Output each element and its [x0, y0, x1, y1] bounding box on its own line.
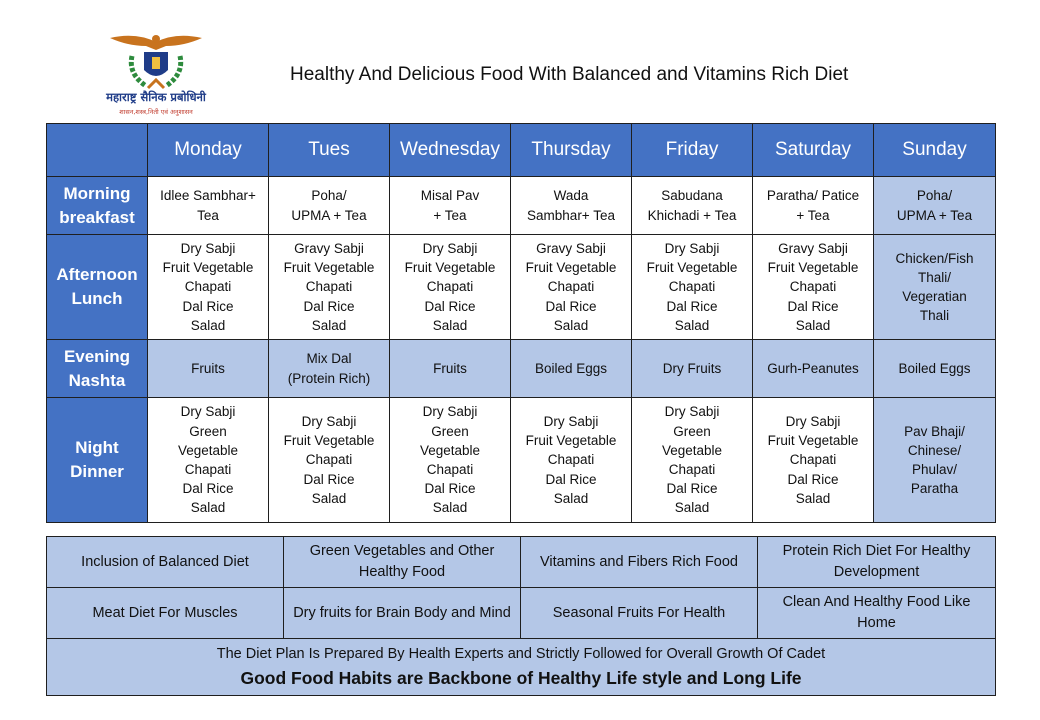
meal-item: Paratha/ Patice [766, 188, 860, 204]
meal-cell [390, 177, 511, 235]
meal-item: Boiled Eggs [534, 360, 608, 376]
meal-item: Vegetable [177, 442, 239, 458]
meal-cell [269, 177, 390, 235]
meal-cell [874, 235, 996, 340]
meal-label-line: Evening [63, 346, 131, 366]
meal-item: UPMA + Tea [896, 207, 973, 223]
meal-item: Salad [190, 500, 226, 516]
day-header: Wednesday [390, 124, 511, 177]
meal-item: + Tea [433, 207, 467, 223]
meal-item: Gravy Sabji [294, 240, 364, 256]
meal-item: Chinese/ [907, 442, 962, 458]
meal-item: Salad [795, 317, 831, 333]
meal-cell [753, 398, 874, 523]
meal-cell [269, 340, 390, 398]
meal-item: Fruit Vegetable [162, 260, 254, 276]
footer-cell [47, 639, 996, 696]
meal-cell [753, 235, 874, 340]
day-header: Sunday [874, 124, 996, 177]
meal-item: Dry Sabji [664, 404, 720, 420]
meal-cell [632, 398, 753, 523]
meal-cell [753, 340, 874, 398]
meal-item: Salad [553, 317, 589, 333]
meal-item: Salad [432, 500, 468, 516]
meal-item: Chapati [426, 279, 474, 295]
meal-item: Fruit Vegetable [404, 260, 496, 276]
logo-tagline: शासन,शस्त्र,निती एवं अनुशासन [119, 108, 193, 116]
meal-row-breakfast [47, 177, 996, 235]
meal-item: Fruit Vegetable [283, 433, 375, 449]
meal-cell [511, 235, 632, 340]
footer-row [47, 639, 996, 696]
meal-item: Dry Sabji [785, 413, 841, 429]
meal-item: Sambhar+ Tea [527, 207, 615, 223]
day-header: Saturday [753, 124, 874, 177]
meal-item: Dal Rice [424, 298, 476, 314]
logo-name: महाराष्ट्र सैनिक प्रबोधिनी [106, 90, 206, 104]
meal-item: Dal Rice [666, 298, 718, 314]
principle-cell: Inclusion of Balanced Diet [47, 537, 284, 588]
meal-cell [632, 340, 753, 398]
meal-cell [874, 177, 996, 235]
emblem-icon [106, 30, 206, 92]
meal-item: Fruit Vegetable [646, 260, 738, 276]
day-header: Thursday [511, 124, 632, 177]
meal-item: Dry Sabji [301, 413, 357, 429]
meal-item: Dal Rice [787, 298, 839, 314]
meal-cell [753, 177, 874, 235]
meal-item: Dry Sabji [180, 240, 236, 256]
principle-cell: Vitamins and Fibers Rich Food [521, 537, 758, 588]
footer-note: The Diet Plan Is Prepared By Health Experts and Strictly Followed for Overall Growth Of Cadet [216, 646, 826, 662]
meal-item: Dal Rice [787, 471, 839, 487]
principle-cell: Clean And Healthy Food Like Home [758, 588, 996, 639]
meal-item: Gravy Sabji [778, 240, 848, 256]
meal-item: Chapati [668, 462, 716, 477]
meal-item: Dal Rice [303, 471, 355, 487]
meal-cell [874, 340, 996, 398]
meal-item: Chapati [184, 462, 232, 477]
meal-item: (Protein Rich) [287, 370, 371, 386]
principle-cell: Protein Rich Diet For Healthy Development [758, 537, 996, 588]
meal-item: Wada [553, 188, 589, 204]
meal-item: Dal Rice [545, 298, 597, 314]
meal-cell [148, 235, 269, 340]
meal-item: Dry Sabji [664, 240, 720, 256]
meal-item: Poha/ [311, 188, 347, 204]
meal-label-line: Lunch [71, 289, 123, 308]
meal-item: Thali [919, 308, 950, 324]
meal-item: Mix Dal [306, 351, 352, 367]
meal-item: + Tea [796, 207, 830, 223]
principles-row [47, 537, 996, 588]
meal-item: Salad [432, 317, 468, 333]
meal-item: Green [673, 423, 711, 439]
meal-item: Khichadi + Tea [647, 207, 737, 223]
meal-item: Phulav/ [911, 462, 958, 477]
day-header: Friday [632, 124, 753, 177]
meal-label [47, 235, 148, 340]
meal-row-dinner [47, 398, 996, 523]
meal-item: Chapati [547, 279, 595, 295]
meal-item: Dal Rice [545, 471, 597, 487]
meal-item: Chicken/Fish [895, 250, 974, 266]
meal-item: Dry Sabji [422, 404, 478, 420]
meal-label-line: Night [75, 438, 119, 457]
meal-item: Pav Bhaji/ [904, 423, 965, 439]
meal-item: Fruit Vegetable [767, 433, 859, 449]
meal-cell [632, 177, 753, 235]
principles-row [47, 588, 996, 639]
meal-item: Fruits [433, 360, 467, 376]
meal-item: Dal Rice [303, 298, 355, 314]
meal-label-line: Afternoon [56, 265, 138, 284]
meal-item: Salad [190, 317, 226, 333]
meal-label [47, 177, 148, 235]
meal-item: Fruit Vegetable [767, 260, 859, 276]
day-header: Tues [269, 124, 390, 177]
meal-item: Dal Rice [666, 481, 718, 497]
header-corner [47, 124, 148, 177]
table-header-row [47, 124, 996, 177]
meal-row-evening [47, 340, 996, 398]
meal-item: Salad [674, 317, 710, 333]
meal-cell [148, 177, 269, 235]
meal-cell [511, 340, 632, 398]
principle-cell: Dry fruits for Brain Body and Mind [284, 588, 521, 639]
meal-label-line: Dinner [70, 462, 124, 481]
meal-item: Green [431, 423, 469, 439]
meal-item: Idlee Sambhar+ [160, 188, 256, 204]
meal-cell [632, 235, 753, 340]
meal-label-line: Morning [63, 183, 131, 203]
meal-cell [269, 398, 390, 523]
meal-item: Fruit Vegetable [525, 260, 617, 276]
meal-item: Salad [553, 490, 589, 506]
meal-cell [390, 235, 511, 340]
principle-cell: Green Vegetables and Other Healthy Food [284, 537, 521, 588]
meal-item: Dal Rice [424, 481, 476, 497]
meal-item: Vegeratian [902, 289, 967, 304]
page-title: Healthy And Delicious Food With Balanced and Vitamins Rich Diet [290, 64, 849, 85]
meal-cell [269, 235, 390, 340]
meal-item: Chapati [426, 462, 474, 477]
meal-item: Salad [311, 490, 347, 506]
meal-item: Paratha [910, 481, 959, 497]
meal-cell [390, 340, 511, 398]
logo [86, 30, 226, 125]
meal-item: Gravy Sabji [536, 240, 606, 256]
meal-item: Salad [311, 317, 347, 333]
meal-item: Dry Sabji [180, 404, 236, 420]
footer-slogan: Good Food Habits are Backbone of Healthy Life style and Long Life [240, 668, 802, 688]
meal-item: Thali/ [917, 269, 951, 285]
meal-item: Chapati [184, 279, 232, 295]
meal-item: Dal Rice [182, 481, 234, 497]
meal-label-line: Nashta [68, 370, 126, 390]
meal-item: Vegetable [419, 442, 481, 458]
meal-cell [511, 398, 632, 523]
meal-item: Dry Sabji [543, 413, 599, 429]
meal-cell [874, 398, 996, 523]
meal-item: Fruits [191, 360, 225, 376]
meal-cell [511, 177, 632, 235]
meal-item: UPMA + Tea [291, 207, 367, 223]
meal-row-lunch [47, 235, 996, 340]
meal-item: Gurh-Peanutes [767, 360, 859, 376]
principles-table [46, 536, 996, 696]
meal-item: Dry Sabji [422, 240, 478, 256]
meal-item: Sabudana [661, 188, 723, 204]
meal-item: Fruit Vegetable [525, 433, 617, 449]
principle-cell: Meat Diet For Muscles [47, 588, 284, 639]
meal-label [47, 340, 148, 398]
meal-item: Poha/ [916, 188, 953, 204]
meal-cell [148, 398, 269, 523]
meal-item: Dry Fruits [662, 360, 722, 376]
meal-item: Chapati [305, 279, 353, 295]
meal-item: Misal Pav [420, 188, 480, 204]
meal-item: Chapati [789, 279, 837, 295]
meal-item: Vegetable [661, 442, 723, 458]
meal-item: Chapati [305, 452, 353, 468]
meal-item: Chapati [789, 452, 837, 468]
meal-item: Fruit Vegetable [283, 260, 375, 276]
principle-cell: Seasonal Fruits For Health [521, 588, 758, 639]
meal-item: Salad [795, 490, 831, 506]
meal-item: Chapati [547, 452, 595, 468]
meal-item: Chapati [668, 279, 716, 295]
meal-label-line: breakfast [59, 207, 135, 227]
meal-cell [390, 398, 511, 523]
diet-table [46, 123, 996, 523]
meal-label [47, 398, 148, 523]
meal-item: Dal Rice [182, 298, 234, 314]
day-header: Monday [148, 124, 269, 177]
meal-item: Green [189, 423, 227, 439]
meal-item: Boiled Eggs [898, 360, 971, 376]
meal-item: Tea [197, 207, 219, 223]
meal-cell [148, 340, 269, 398]
meal-item: Salad [674, 500, 710, 516]
